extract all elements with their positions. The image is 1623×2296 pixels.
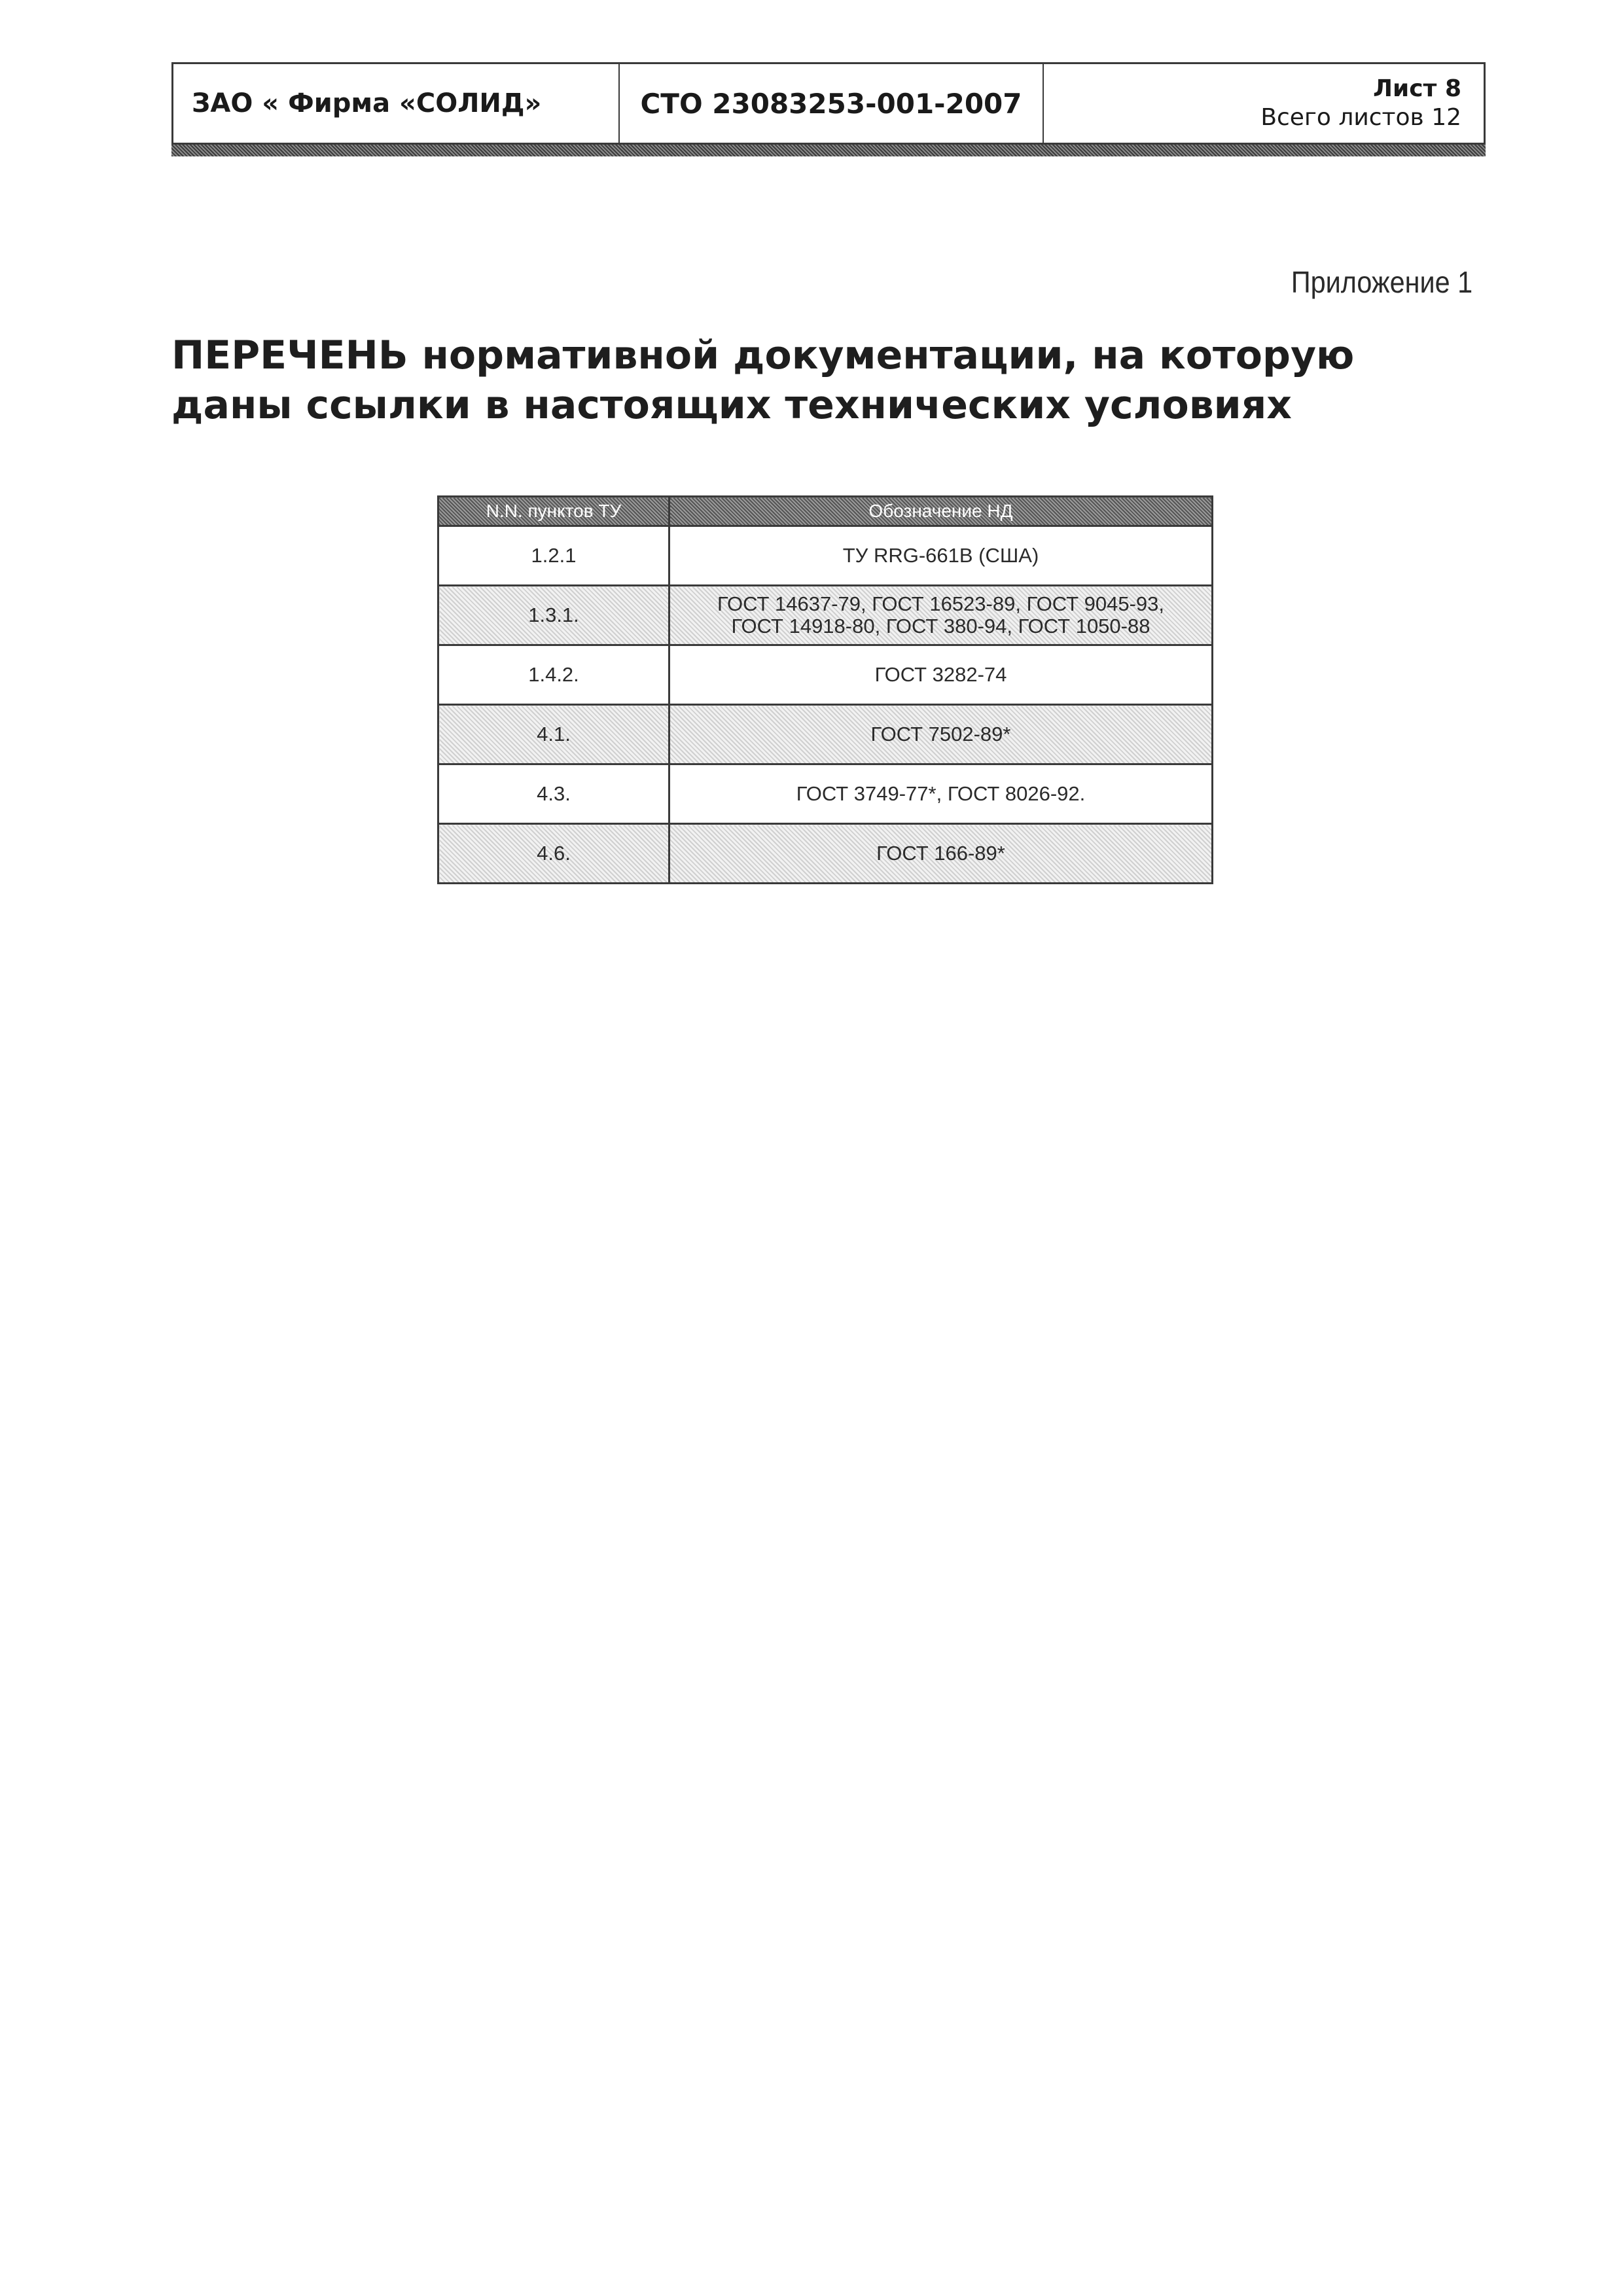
table-row (438, 586, 1213, 645)
page-header (171, 62, 1486, 145)
sheet-info (1043, 64, 1484, 143)
doc-line: ГОСТ 14637-79, ГОСТ 16523-89, ГОСТ 9045-93, (717, 592, 1165, 615)
page-title (171, 331, 1415, 430)
table-cell-item: 4.1. (438, 705, 669, 764)
company-name: ЗАО « Фирма «СОЛИД» (192, 88, 542, 118)
table-header-row (438, 497, 1213, 526)
title-line-1: ПЕРЕЧЕНЬ нормативной документации, на которую (171, 332, 1355, 378)
doc-line: ГОСТ 7502-89* (870, 723, 1011, 745)
table-row (438, 705, 1213, 764)
table-row (438, 645, 1213, 705)
table-cell-item: 1.4.2. (438, 645, 669, 705)
normative-docs-table (437, 495, 1213, 884)
table-row (438, 764, 1213, 824)
table-cell-item: 1.3.1. (438, 586, 669, 645)
sheet-total: Всего листов 12 (1260, 104, 1461, 131)
doc-line: ТУ RRG-661B (США) (842, 544, 1039, 567)
table-cell-docs (669, 645, 1213, 705)
sheet-number: Лист 8 (1373, 75, 1461, 102)
table-cell-docs (669, 824, 1213, 884)
document-code: СТО 23083253-001-2007 (618, 64, 1043, 143)
doc-line: ГОСТ 3749-77*, ГОСТ 8026-92. (796, 782, 1086, 805)
table-cell-item: 4.3. (438, 764, 669, 824)
table-row (438, 526, 1213, 586)
doc-line: ГОСТ 166-89* (876, 842, 1005, 865)
table-cell-docs (669, 705, 1213, 764)
doc-line: ГОСТ 3282-74 (874, 663, 1007, 686)
table-cell-docs (669, 526, 1213, 586)
table-cell-item: 4.6. (438, 824, 669, 884)
appendix-label: Приложение 1 (1291, 265, 1472, 299)
table-cell-item: 1.2.1 (438, 526, 669, 586)
table-cell-docs (669, 764, 1213, 824)
header-divider-band (171, 145, 1486, 156)
doc-line: ГОСТ 14918-80, ГОСТ 380-94, ГОСТ 1050-88 (731, 615, 1150, 637)
title-line-2: даны ссылки в настоящих технических условиях (171, 382, 1292, 428)
column-header-items: N.N. пунктов ТУ (438, 497, 669, 526)
table-row (438, 824, 1213, 884)
column-header-docs: Обозначение НД (669, 497, 1213, 526)
table-cell-docs (669, 586, 1213, 645)
